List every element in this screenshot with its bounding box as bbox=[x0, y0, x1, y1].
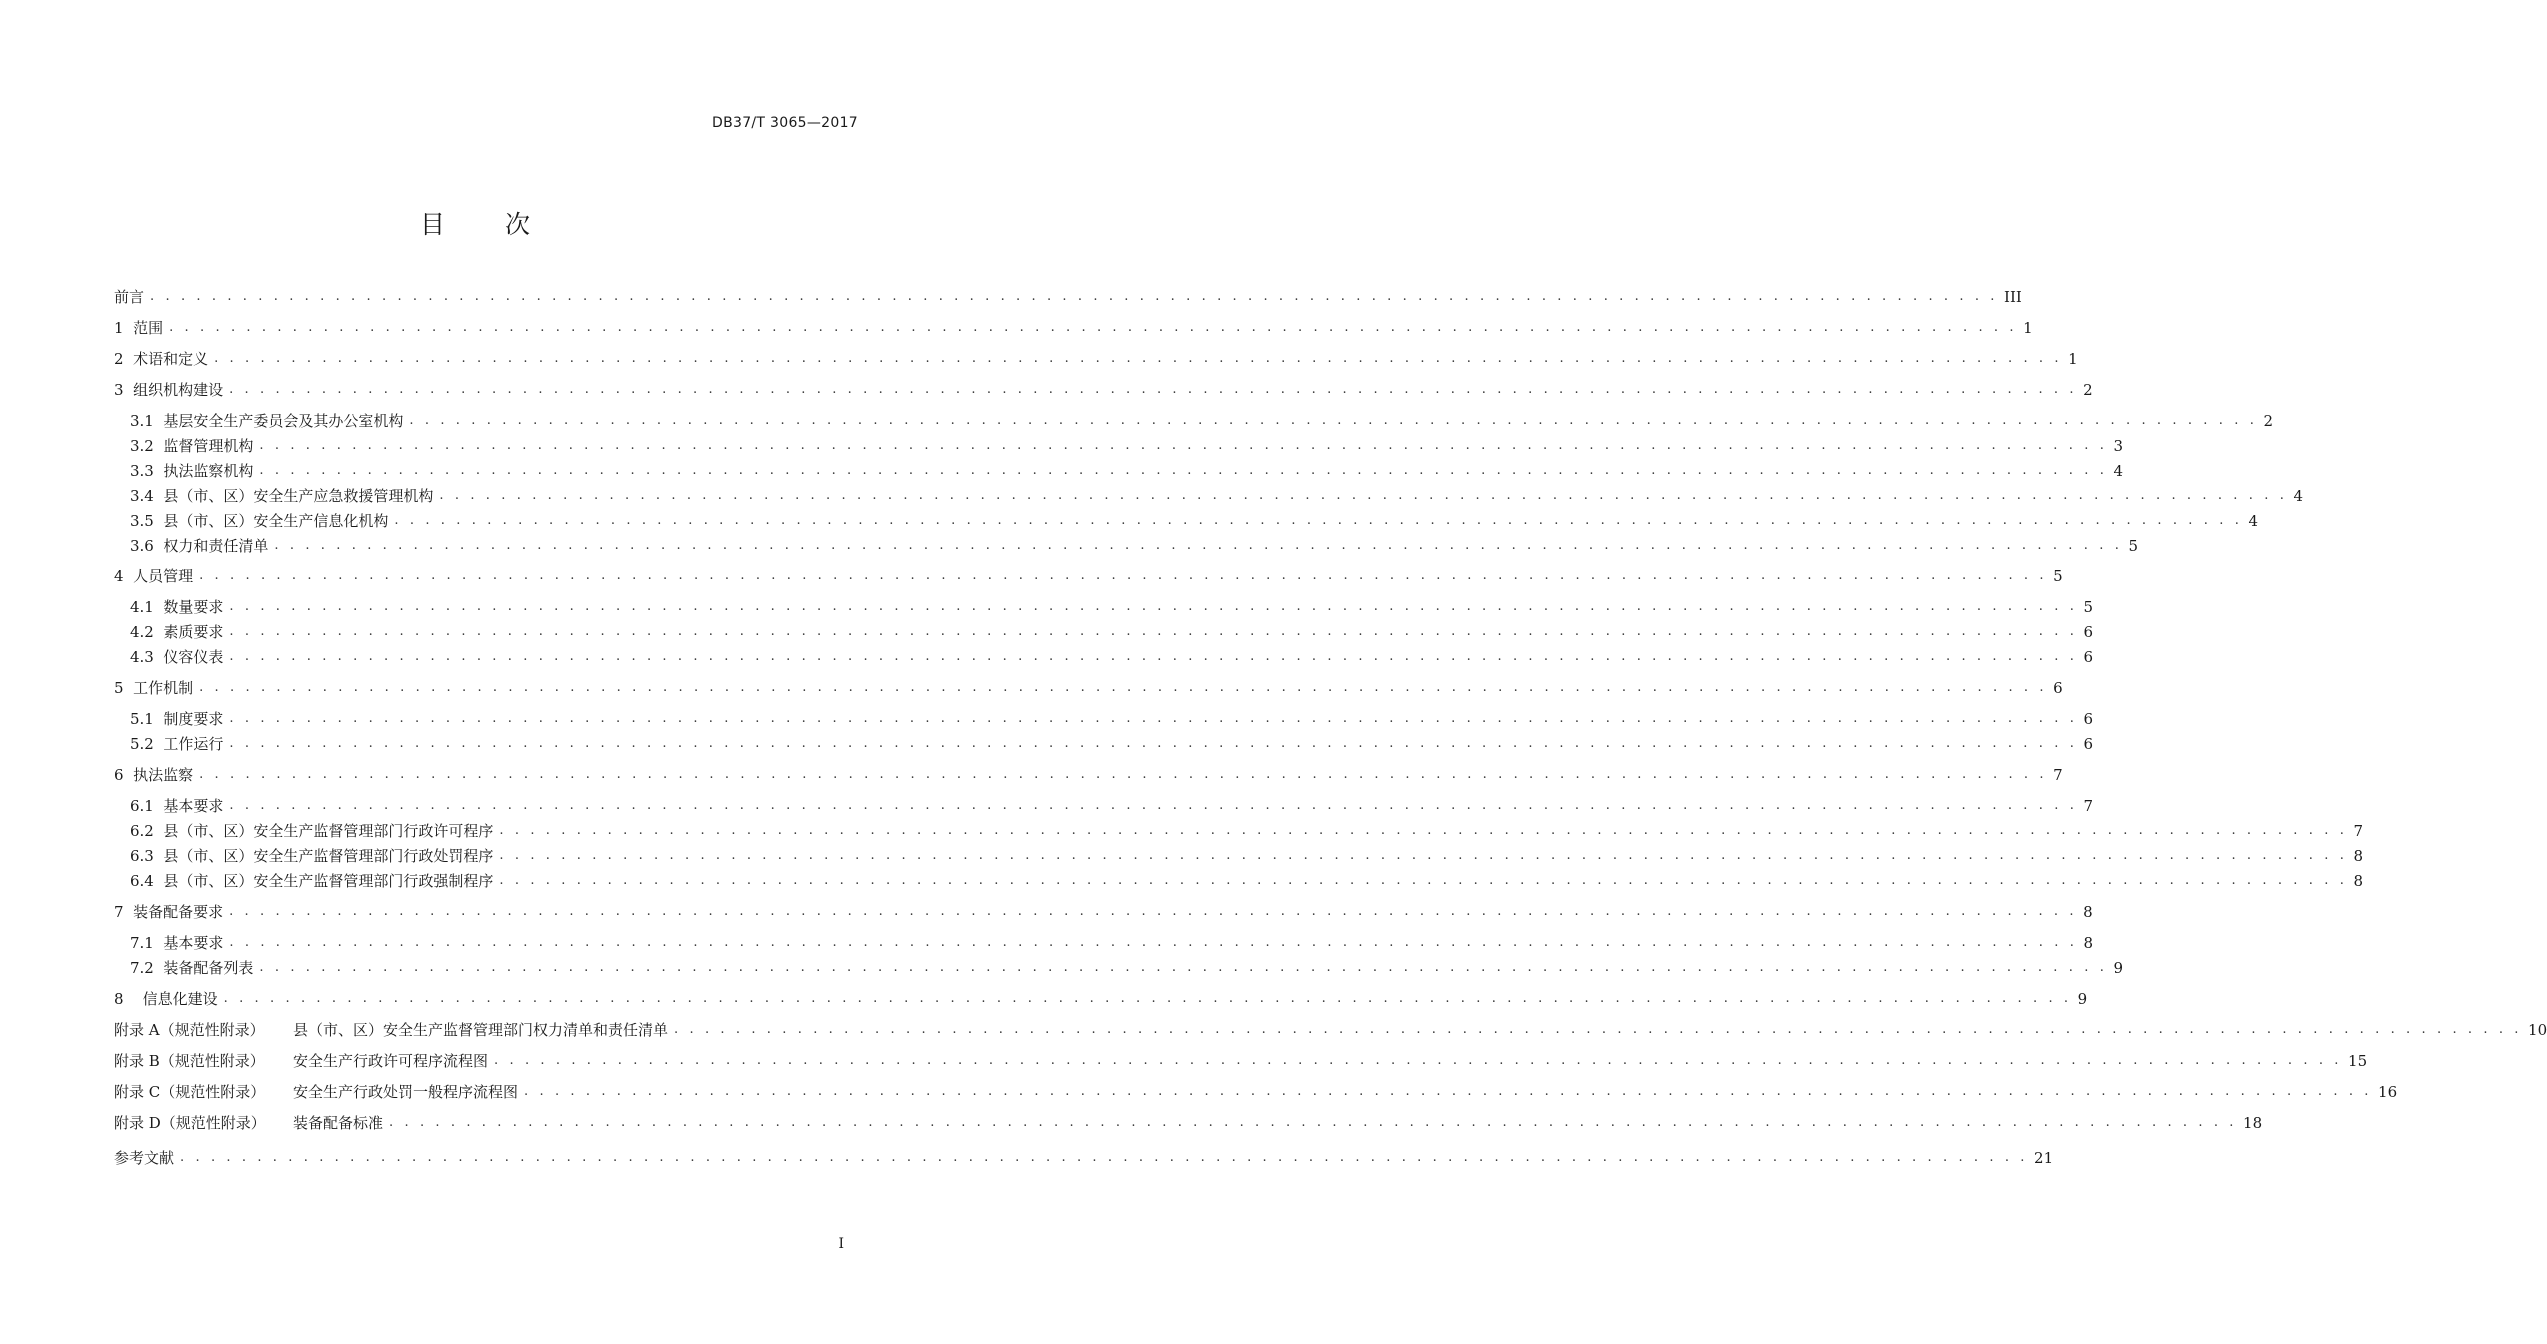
toc-leader-dots: . . . . . . . . . . . . . . . . . . . . . . . . . . . . . . . . . . . . . . . . . . . . . . . . . . . . . . . . . . . . . . . . . . . . . . . . . . . . . . . . . . . . . . . . . . . . . . . . . . . . . . . . . . . . . . . . . . . . . . . . bbox=[409, 413, 2258, 428]
toc-entry-page: 4 bbox=[2293, 487, 2303, 505]
toc-entry[interactable] bbox=[114, 286, 2022, 308]
toc-entry-page: 21 bbox=[2034, 1149, 2054, 1167]
toc-entry[interactable] bbox=[130, 845, 2363, 867]
toc-entry-page: 8 bbox=[2353, 847, 2363, 865]
toc-entry[interactable] bbox=[130, 460, 2123, 482]
toc-leader-dots: . . . . . . . . . . . . . . . . . . . . . . . . . . . . . . . . . . . . . . . . . . . . . . . . . . . . . . . . . . . . . . . . . . . . . . . . . . . . . . . . . . . . . . . . . . . . . . . . . . . . . . . . . . . . . . . . . . . . . . . . bbox=[439, 488, 2288, 503]
toc-entry-label: 8 信息化建设 bbox=[114, 990, 218, 1008]
toc-entry-label: 3.2 监督管理机构 bbox=[130, 437, 254, 455]
toc-appendix-label bbox=[114, 1112, 383, 1134]
toc-entry-page: 15 bbox=[2348, 1052, 2368, 1070]
toc-entry[interactable] bbox=[130, 596, 2093, 618]
toc-entry-label: 3.6 权力和责任清单 bbox=[130, 537, 269, 555]
toc-leader-dots: . . . . . . . . . . . . . . . . . . . . . . . . . . . . . . . . . . . . . . . . . . . . . . . . . . . . . . . . . . . . . . . . . . . . . . . . . . . . . . . . . . . . . . . . . . . . . . . . . . . . . . . . . . . . . . . . . . . . . . . . bbox=[169, 320, 2018, 335]
toc-entry[interactable] bbox=[114, 901, 2093, 923]
toc-entry[interactable] bbox=[130, 957, 2123, 979]
toc-leader-dots: . . . . . . . . . . . . . . . . . . . . . . . . . . . . . . . . . . . . . . . . . . . . . . . . . . . . . . . . . . . . . . . . . . . . . . . . . . . . . . . . . . . . . . . . . . . . . . . . . . . . . . . . . . . . . . . . . . . . . . . . bbox=[494, 1053, 2343, 1068]
appendix-name: 附录 D（规范性附录） bbox=[114, 1114, 266, 1132]
toc-entry-page: 9 bbox=[2113, 959, 2123, 977]
appendix-name: 附录 B（规范性附录） bbox=[114, 1052, 265, 1070]
toc-entry-label: 前言 bbox=[114, 288, 145, 306]
toc-entry[interactable] bbox=[130, 435, 2123, 457]
toc-entry[interactable] bbox=[130, 820, 2363, 842]
toc-entry-page: 5 bbox=[2053, 567, 2063, 585]
toc-leader-dots: . . . . . . . . . . . . . . . . . . . . . . . . . . . . . . . . . . . . . . . . . . . . . . . . . . . . . . . . . . . . . . . . . . . . . . . . . . . . . . . . . . . . . . . . . . . . . . . . . . . . . . . . . . . . . . . . . . . . . . . . bbox=[214, 351, 2063, 366]
toc-entry-page: III bbox=[2004, 288, 2022, 306]
toc-entry[interactable] bbox=[114, 677, 2063, 699]
toc-leader-dots: . . . . . . . . . . . . . . . . . . . . . . . . . . . . . . . . . . . . . . . . . . . . . . . . . . . . . . . . . . . . . . . . . . . . . . . . . . . . . . . . . . . . . . . . . . . . . . . . . . . . . . . . . . . . . . . . . . . . . . . . bbox=[674, 1022, 2523, 1037]
toc-leader-dots: . . . . . . . . . . . . . . . . . . . . . . . . . . . . . . . . . . . . . . . . . . . . . . . . . . . . . . . . . . . . . . . . . . . . . . . . . . . . . . . . . . . . . . . . . . . . . . . . . . . . . . . . . . . . . . . . . . . . . . . . bbox=[229, 649, 2078, 664]
toc-leader-dots: . . . . . . . . . . . . . . . . . . . . . . . . . . . . . . . . . . . . . . . . . . . . . . . . . . . . . . . . . . . . . . . . . . . . . . . . . . . . . . . . . . . . . . . . . . . . . . . . . . . . . . . . . . . . . . . . . . . . . . . . bbox=[259, 438, 2108, 453]
toc-references-entry[interactable] bbox=[114, 1147, 2054, 1169]
toc-entry[interactable] bbox=[130, 795, 2093, 817]
toc-entry-label: 4.1 数量要求 bbox=[130, 598, 224, 616]
toc-entry[interactable] bbox=[114, 764, 2063, 786]
appendix-title: 装备配备标准 bbox=[293, 1114, 384, 1132]
toc-leader-dots: . . . . . . . . . . . . . . . . . . . . . . . . . . . . . . . . . . . . . . . . . . . . . . . . . . . . . . . . . . . . . . . . . . . . . . . . . . . . . . . . . . . . . . . . . . . . . . . . . . . . . . . . . . . . . . . . . . . . . . . . bbox=[499, 873, 2348, 888]
toc-entry-page: 6 bbox=[2083, 735, 2093, 753]
toc-entry-page: 3 bbox=[2113, 437, 2123, 455]
toc-entry-label: 3.4 县（市、区）安全生产应急救援管理机构 bbox=[130, 487, 434, 505]
toc-entry-label: 6.2 县（市、区）安全生产监督管理部门行政许可程序 bbox=[130, 822, 494, 840]
toc-entry-label: 6.4 县（市、区）安全生产监督管理部门行政强制程序 bbox=[130, 872, 494, 890]
toc-entry-page: 2 bbox=[2083, 381, 2093, 399]
toc-entry-page: 5 bbox=[2083, 598, 2093, 616]
toc-entry-label: 7 装备配备要求 bbox=[114, 903, 224, 921]
toc-entry[interactable] bbox=[130, 621, 2093, 643]
toc-entry[interactable] bbox=[130, 646, 2093, 668]
toc-entry-page: 7 bbox=[2353, 822, 2363, 840]
toc-entry[interactable] bbox=[130, 535, 2138, 557]
toc-leader-dots: . . . . . . . . . . . . . . . . . . . . . . . . . . . . . . . . . . . . . . . . . . . . . . . . . . . . . . . . . . . . . . . . . . . . . . . . . . . . . . . . . . . . . . . . . . . . . . . . . . . . . . . . . . . . . . . . . . . . . . . . bbox=[229, 599, 2078, 614]
appendix-name: 附录 A（规范性附录） bbox=[114, 1021, 265, 1039]
toc-entry-label: 2 术语和定义 bbox=[114, 350, 209, 368]
toc-entry-label: 5.2 工作运行 bbox=[130, 735, 224, 753]
toc-leader-dots: . . . . . . . . . . . . . . . . . . . . . . . . . . . . . . . . . . . . . . . . . . . . . . . . . . . . . . . . . . . . . . . . . . . . . . . . . . . . . . . . . . . . . . . . . . . . . . . . . . . . . . . . . . . . . . . . . . . . . . . . bbox=[180, 1150, 2029, 1165]
toc-leader-dots: . . . . . . . . . . . . . . . . . . . . . . . . . . . . . . . . . . . . . . . . . . . . . . . . . . . . . . . . . . . . . . . . . . . . . . . . . . . . . . . . . . . . . . . . . . . . . . . . . . . . . . . . . . . . . . . . . . . . . . . . bbox=[229, 798, 2078, 813]
toc-leader-dots: . . . . . . . . . . . . . . . . . . . . . . . . . . . . . . . . . . . . . . . . . . . . . . . . . . . . . . . . . . . . . . . . . . . . . . . . . . . . . . . . . . . . . . . . . . . . . . . . . . . . . . . . . . . . . . . . . . . . . . . . bbox=[229, 624, 2078, 639]
page-title: 目 次 bbox=[420, 210, 556, 239]
toc-leader-dots: . . . . . . . . . . . . . . . . . . . . . . . . . . . . . . . . . . . . . . . . . . . . . . . . . . . . . . . . . . . . . . . . . . . . . . . . . . . . . . . . . . . . . . . . . . . . . . . . . . . . . . . . . . . . . . . . . . . . . . . . bbox=[150, 289, 1999, 304]
toc-leader-dots: . . . . . . . . . . . . . . . . . . . . . . . . . . . . . . . . . . . . . . . . . . . . . . . . . . . . . . . . . . . . . . . . . . . . . . . . . . . . . . . . . . . . . . . . . . . . . . . . . . . . . . . . . . . . . . . . . . . . . . . . bbox=[259, 960, 2108, 975]
toc-entry-label: 6 执法监察 bbox=[114, 766, 194, 784]
toc-entry-label: 3.1 基层安全生产委员会及其办公室机构 bbox=[130, 412, 404, 430]
toc-entry-page: 6 bbox=[2083, 648, 2093, 666]
toc-appendix-entry[interactable] bbox=[114, 1050, 2368, 1072]
toc-entry-page: 18 bbox=[2243, 1114, 2263, 1132]
toc-entry-page: 1 bbox=[2068, 350, 2078, 368]
toc-entry-page: 7 bbox=[2083, 797, 2093, 815]
toc-entry-label: 7.2 装备配备列表 bbox=[130, 959, 254, 977]
toc-entry[interactable] bbox=[130, 932, 2093, 954]
toc-leader-dots: . . . . . . . . . . . . . . . . . . . . . . . . . . . . . . . . . . . . . . . . . . . . . . . . . . . . . . . . . . . . . . . . . . . . . . . . . . . . . . . . . . . . . . . . . . . . . . . . . . . . . . . . . . . . . . . . . . . . . . . . bbox=[229, 736, 2078, 751]
toc-entry[interactable] bbox=[130, 485, 2303, 507]
toc-entry-page: 8 bbox=[2353, 872, 2363, 890]
toc-leader-dots: . . . . . . . . . . . . . . . . . . . . . . . . . . . . . . . . . . . . . . . . . . . . . . . . . . . . . . . . . . . . . . . . . . . . . . . . . . . . . . . . . . . . . . . . . . . . . . . . . . . . . . . . . . . . . . . . . . . . . . . . bbox=[259, 463, 2108, 478]
toc-leader-dots: . . . . . . . . . . . . . . . . . . . . . . . . . . . . . . . . . . . . . . . . . . . . . . . . . . . . . . . . . . . . . . . . . . . . . . . . . . . . . . . . . . . . . . . . . . . . . . . . . . . . . . . . . . . . . . . . . . . . . . . . bbox=[389, 1115, 2238, 1130]
toc-leader-dots: . . . . . . . . . . . . . . . . . . . . . . . . . . . . . . . . . . . . . . . . . . . . . . . . . . . . . . . . . . . . . . . . . . . . . . . . . . . . . . . . . . . . . . . . . . . . . . . . . . . . . . . . . . . . . . . . . . . . . . . . bbox=[199, 680, 2048, 695]
toc-entry-page: 8 bbox=[2083, 903, 2093, 921]
toc-entry-page: 4 bbox=[2248, 512, 2258, 530]
toc-appendix-entry[interactable] bbox=[114, 1112, 2263, 1134]
toc-entry[interactable] bbox=[114, 348, 2078, 370]
toc-entry-page: 2 bbox=[2263, 412, 2273, 430]
toc-appendix-entry[interactable] bbox=[114, 1081, 2398, 1103]
toc-appendix-entry[interactable] bbox=[114, 1019, 2547, 1041]
toc-leader-dots: . . . . . . . . . . . . . . . . . . . . . . . . . . . . . . . . . . . . . . . . . . . . . . . . . . . . . . . . . . . . . . . . . . . . . . . . . . . . . . . . . . . . . . . . . . . . . . . . . . . . . . . . . . . . . . . . . . . . . . . . bbox=[499, 848, 2348, 863]
appendix-title: 县（市、区）安全生产监督管理部门权力清单和责任清单 bbox=[293, 1021, 669, 1039]
toc-entry[interactable] bbox=[130, 510, 2258, 532]
toc-leader-dots: . . . . . . . . . . . . . . . . . . . . . . . . . . . . . . . . . . . . . . . . . . . . . . . . . . . . . . . . . . . . . . . . . . . . . . . . . . . . . . . . . . . . . . . . . . . . . . . . . . . . . . . . . . . . . . . . . . . . . . . . bbox=[229, 382, 2078, 397]
toc-entry[interactable] bbox=[114, 988, 2088, 1010]
toc-entry[interactable] bbox=[130, 870, 2363, 892]
toc-appendix-label bbox=[114, 1081, 518, 1103]
toc-entry-label: 5 工作机制 bbox=[114, 679, 194, 697]
toc-appendix-label bbox=[114, 1019, 668, 1041]
toc-entry-page: 6 bbox=[2083, 710, 2093, 728]
toc-entry-page: 5 bbox=[2128, 537, 2138, 555]
toc-entry-label: 参考文献 bbox=[114, 1149, 175, 1167]
page-number: I bbox=[838, 1236, 844, 1252]
toc-entry-page: 4 bbox=[2113, 462, 2123, 480]
toc-entry-label: 7.1 基本要求 bbox=[130, 934, 224, 952]
toc-leader-dots: . . . . . . . . . . . . . . . . . . . . . . . . . . . . . . . . . . . . . . . . . . . . . . . . . . . . . . . . . . . . . . . . . . . . . . . . . . . . . . . . . . . . . . . . . . . . . . . . . . . . . . . . . . . . . . . . . . . . . . . . bbox=[199, 568, 2048, 583]
toc-entry-label: 4 人员管理 bbox=[114, 567, 194, 585]
appendix-name: 附录 C（规范性附录） bbox=[114, 1083, 266, 1101]
toc-leader-dots: . . . . . . . . . . . . . . . . . . . . . . . . . . . . . . . . . . . . . . . . . . . . . . . . . . . . . . . . . . . . . . . . . . . . . . . . . . . . . . . . . . . . . . . . . . . . . . . . . . . . . . . . . . . . . . . . . . . . . . . . bbox=[394, 513, 2243, 528]
toc-appendix-label bbox=[114, 1050, 488, 1072]
toc-leader-dots: . . . . . . . . . . . . . . . . . . . . . . . . . . . . . . . . . . . . . . . . . . . . . . . . . . . . . . . . . . . . . . . . . . . . . . . . . . . . . . . . . . . . . . . . . . . . . . . . . . . . . . . . . . . . . . . . . . . . . . . . bbox=[274, 538, 2123, 553]
toc-entry-label: 3.3 执法监察机构 bbox=[130, 462, 254, 480]
appendix-title: 安全生产行政处罚一般程序流程图 bbox=[293, 1083, 519, 1101]
toc-entry-page: 6 bbox=[2053, 679, 2063, 697]
toc-entry-label: 3.5 县（市、区）安全生产信息化机构 bbox=[130, 512, 389, 530]
toc-leader-dots: . . . . . . . . . . . . . . . . . . . . . . . . . . . . . . . . . . . . . . . . . . . . . . . . . . . . . . . . . . . . . . . . . . . . . . . . . . . . . . . . . . . . . . . . . . . . . . . . . . . . . . . . . . . . . . . . . . . . . . . . bbox=[229, 935, 2078, 950]
toc-entry[interactable] bbox=[130, 410, 2273, 432]
toc-entry-label: 4.2 素质要求 bbox=[130, 623, 224, 641]
toc-entry-page: 1 bbox=[2023, 319, 2033, 337]
toc-leader-dots: . . . . . . . . . . . . . . . . . . . . . . . . . . . . . . . . . . . . . . . . . . . . . . . . . . . . . . . . . . . . . . . . . . . . . . . . . . . . . . . . . . . . . . . . . . . . . . . . . . . . . . . . . . . . . . . . . . . . . . . . bbox=[499, 823, 2348, 838]
toc-entry[interactable] bbox=[114, 317, 2033, 339]
toc-entry-label: 1 范围 bbox=[114, 319, 164, 337]
toc-entry[interactable] bbox=[130, 733, 2093, 755]
toc-entry-label: 5.1 制度要求 bbox=[130, 710, 224, 728]
toc-entry[interactable] bbox=[114, 565, 2063, 587]
toc-entry-page: 10 bbox=[2528, 1021, 2547, 1039]
toc-entry[interactable] bbox=[130, 708, 2093, 730]
toc-entry-label: 3 组织机构建设 bbox=[114, 381, 224, 399]
standard-code: DB37/T 3065—2017 bbox=[712, 115, 858, 131]
toc-entry-page: 8 bbox=[2083, 934, 2093, 952]
toc-entry[interactable] bbox=[114, 379, 2093, 401]
toc-entry-page: 6 bbox=[2083, 623, 2093, 641]
toc-entry-page: 16 bbox=[2378, 1083, 2398, 1101]
toc-entry-page: 7 bbox=[2053, 766, 2063, 784]
toc-entry-label: 6.3 县（市、区）安全生产监督管理部门行政处罚程序 bbox=[130, 847, 494, 865]
toc-leader-dots: . . . . . . . . . . . . . . . . . . . . . . . . . . . . . . . . . . . . . . . . . . . . . . . . . . . . . . . . . . . . . . . . . . . . . . . . . . . . . . . . . . . . . . . . . . . . . . . . . . . . . . . . . . . . . . . . . . . . . . . . bbox=[199, 767, 2048, 782]
toc-entry-label: 6.1 基本要求 bbox=[130, 797, 224, 815]
toc-entry-label: 4.3 仪容仪表 bbox=[130, 648, 224, 666]
toc-leader-dots: . . . . . . . . . . . . . . . . . . . . . . . . . . . . . . . . . . . . . . . . . . . . . . . . . . . . . . . . . . . . . . . . . . . . . . . . . . . . . . . . . . . . . . . . . . . . . . . . . . . . . . . . . . . . . . . . . . . . . . . . bbox=[524, 1084, 2373, 1099]
toc-leader-dots: . . . . . . . . . . . . . . . . . . . . . . . . . . . . . . . . . . . . . . . . . . . . . . . . . . . . . . . . . . . . . . . . . . . . . . . . . . . . . . . . . . . . . . . . . . . . . . . . . . . . . . . . . . . . . . . . . . . . . . . . bbox=[229, 904, 2078, 919]
toc-leader-dots: . . . . . . . . . . . . . . . . . . . . . . . . . . . . . . . . . . . . . . . . . . . . . . . . . . . . . . . . . . . . . . . . . . . . . . . . . . . . . . . . . . . . . . . . . . . . . . . . . . . . . . . . . . . . . . . . . . . . . . . . bbox=[229, 711, 2078, 726]
toc-entry-page: 9 bbox=[2077, 990, 2088, 1008]
toc-leader-dots: . . . . . . . . . . . . . . . . . . . . . . . . . . . . . . . . . . . . . . . . . . . . . . . . . . . . . . . . . . . . . . . . . . . . . . . . . . . . . . . . . . . . . . . . . . . . . . . . . . . . . . . . . . . . . . . . . . . . . . . . bbox=[223, 991, 2072, 1006]
appendix-title: 安全生产行政许可程序流程图 bbox=[293, 1052, 489, 1070]
